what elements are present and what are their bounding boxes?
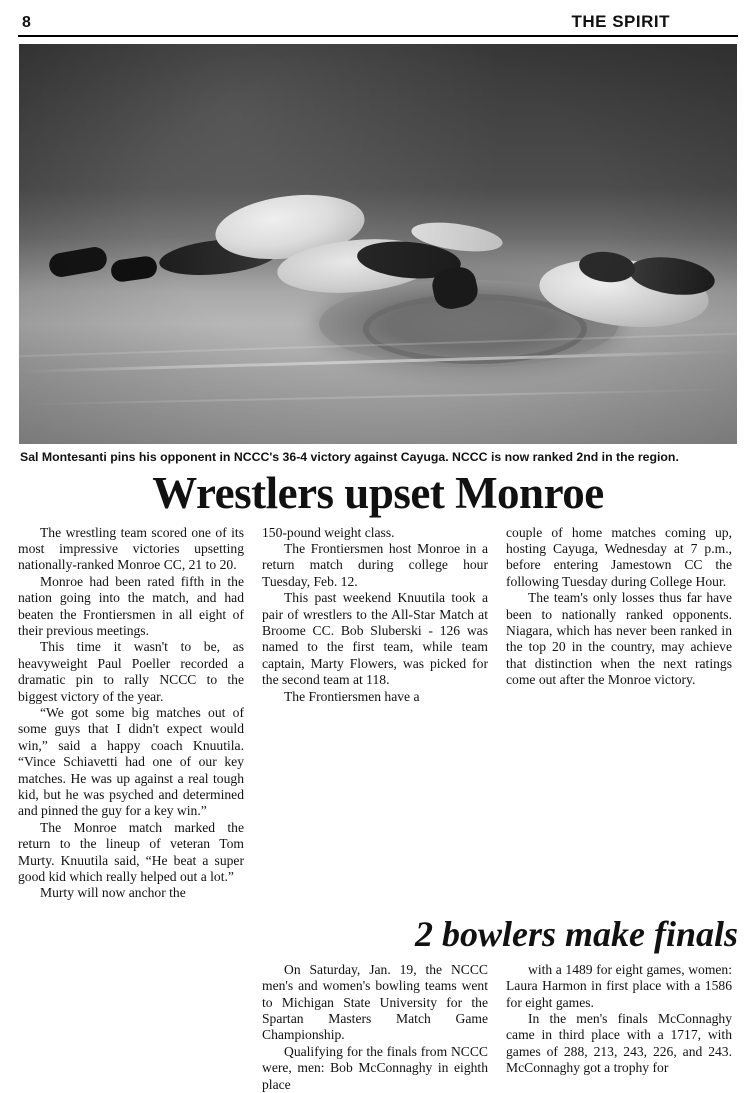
wrestling-match-photo: [19, 44, 737, 444]
header-rule: [18, 35, 738, 37]
paper-name: THE SPIRIT: [571, 12, 670, 31]
article-body-wrestlers: [18, 525, 738, 902]
paragraph: with a 1489 for eight games, women: Laura Harmon in first place with a 1586 for eight games.: [506, 961, 732, 1010]
paragraph: Murty will now anchor the: [40, 885, 186, 901]
paragraph: The Frontiersmen have a: [284, 688, 420, 704]
paragraph: Qualifying for the finals from NCCC were, men: Bob McConnaghy in eighth place: [262, 1043, 488, 1092]
paragraph: “We got some big matches out of some guys that I didn't expect would win,” said a happy coach Knuutila. “Vince Schiavetti had one of our key matches. He was up against a real tough kid, but he was psyched and determined and pinned the guy for a key win.”: [18, 704, 244, 819]
paragraph: The team's only losses thus far have been to nationally ranked opponents. Niagara, which has never been ranked in the top 20 in the country, may achieve that distinction when the next ratings come out after the Monroe victory.: [506, 590, 732, 688]
photo-caption: Sal Montesanti pins his opponent in NCCC's 36-4 victory against Cayuga. NCCC is now ranked 2nd in the region.: [20, 450, 679, 464]
running-head: [18, 6, 738, 34]
column-3: [506, 525, 732, 902]
bowlers-column-2: [262, 962, 488, 1093]
paragraph: The Monroe match marked the return to the lineup of veteran Tom Murty. Knuutila said, “He beat a super good kid which really helped out a lot.”: [18, 819, 244, 885]
paragraph: The wrestling team scored one of its most impressive victories upsetting nationally-ranked Monroe CC, 21 to 20.: [18, 524, 244, 573]
page-number: 8: [22, 14, 31, 31]
paragraph: Monroe had been rated fifth in the nation going into the match, and had beaten the Frontiersmen in all eight of their previous meetings.: [18, 573, 244, 638]
article-headline-bowlers: 2 bowlers make finals: [414, 913, 738, 954]
photo-vignette: [19, 44, 737, 444]
empty-column: [18, 962, 244, 1093]
paragraph: couple of home matches coming up, hosting Cayuga, Wednesday at 7 p.m., before entering Jamestown CC the following Tuesday during College Hour.: [506, 524, 732, 589]
paragraph: On Saturday, Jan. 19, the NCCC men's and women's bowling teams went to Michigan State University for the Spartan Masters Match Game Championship.: [262, 961, 488, 1043]
bowlers-column-3: [506, 962, 732, 1093]
paragraph: This past weekend Knuutila took a pair of wrestlers to the All-Star Match at Broome CC. Bob Sluberski - 126 was named to the first team, while team captain, Marty Flowers, was picked for the second team at 118.: [262, 590, 488, 688]
paragraph: In the men's finals McConnaghy came in third place with a 1717, with games of 288, 213, 243, 226, and 243. McConnaghy got a trophy for: [506, 1011, 732, 1076]
column-2: [262, 525, 488, 902]
article-headline-wrestlers: Wrestlers upset Monroe: [152, 467, 604, 518]
paragraph: 150-pound weight class.: [262, 524, 395, 540]
paragraph: This time it wasn't to be, as heavyweight Paul Poeller recorded a dramatic pin to rally NCCC to the biggest victory of the year.: [18, 639, 244, 704]
column-1: [18, 525, 244, 902]
article-body-bowlers: [18, 962, 738, 1093]
paragraph: The Frontiersmen host Monroe in a return match during college hour Tuesday, Feb. 12.: [262, 540, 488, 589]
